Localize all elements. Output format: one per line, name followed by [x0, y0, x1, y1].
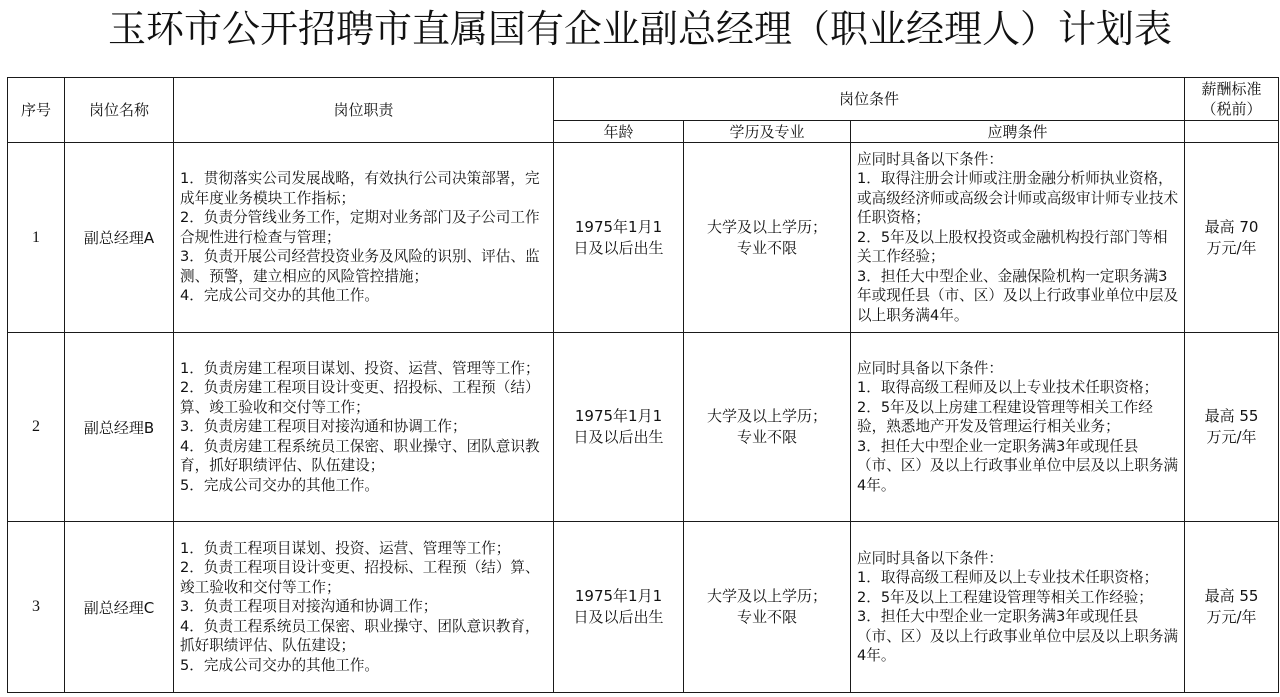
edu-line2: 专业不限: [736, 428, 797, 446]
header-conditions: 岗位条件: [554, 78, 1185, 121]
header-salary-blank: [1185, 121, 1279, 143]
header-seq: 序号: [8, 78, 65, 143]
header-position-name: 岗位名称: [65, 78, 174, 143]
row-salary: [1185, 522, 1279, 693]
req-item: 1．取得高级工程师及以上专业技术任职资格；: [857, 569, 1159, 586]
edu-line1: 大学及以上学历；: [706, 407, 827, 425]
row-age: [554, 143, 684, 333]
row-position: 副总经理A: [65, 143, 174, 333]
req-item: 3．担任大中型企业一定职务满3年或现任县（市、区）及以上行政事业单位中层及以上职务满4年。: [857, 437, 1179, 494]
salary-line1: 最高 70: [1204, 217, 1259, 236]
row-duties: [174, 522, 554, 693]
salary-line1: 最高 55: [1204, 587, 1259, 605]
salary-line2: 万元/年: [1206, 428, 1257, 446]
req-item: 2．5年及以上工程建设管理等相关工作经验；: [857, 588, 1153, 606]
duty-item: 5．完成公司交办的其他工作。: [180, 656, 380, 674]
duty-item: 4．负责工程系统员工保密、职业操守、团队意识教育，抓好职绩评估、队伍建设；: [180, 617, 540, 655]
row-position: 副总经理C: [65, 522, 174, 693]
age-line1: 1975年1月1: [574, 587, 663, 605]
salary-line2: 万元/年: [1206, 608, 1257, 626]
row-salary: [1185, 333, 1279, 522]
duty-item: 4．完成公司交办的其他工作。: [180, 287, 380, 305]
duty-item: 2．负责分管线业务工作，定期对业务部门及子公司工作合规性进行检查与管理；: [180, 209, 540, 246]
duty-item: 1．负责工程项目谋划、投资、运营、管理等工作；: [180, 539, 511, 557]
row-requirements: [851, 143, 1185, 333]
duty-item: 5．完成公司交办的其他工作。: [180, 476, 380, 494]
edu-line1: 大学及以上学历；: [706, 587, 827, 605]
table-row: [8, 143, 1279, 333]
header-age: 年龄: [554, 121, 684, 143]
req-item: 1．取得高级工程师及以上专业技术任职资格；: [857, 379, 1159, 397]
req-item: 应同时具备以下条件：: [857, 150, 1003, 168]
row-seq: 1: [8, 143, 65, 333]
duty-item: 3．负责工程项目对接沟通和协调工作；: [180, 598, 438, 616]
duty-item: 2．负责房建工程项目设计变更、招投标、工程预（结）算、竣工验收和交付等工作；: [180, 379, 540, 416]
header-education: 学历及专业: [684, 121, 851, 143]
duty-item: 1．负责房建工程项目谋划、投资、运营、管理等工作；: [180, 359, 540, 377]
page-title: 玉环市公开招聘市直属国有企业副总经理（职业经理人）计划表: [107, 7, 1172, 51]
table-row: [8, 522, 1279, 693]
header-salary: [1185, 78, 1279, 121]
age-line1: 1975年1月1: [574, 217, 663, 236]
req-item: 应同时具备以下条件：: [857, 359, 1003, 377]
row-position: 副总经理B: [65, 333, 174, 522]
header-salary-line2: （税前）: [1201, 100, 1262, 118]
row-requirements: [851, 333, 1185, 522]
header-row-1: [8, 78, 1279, 121]
duty-item: 1．贯彻落实公司发展战略，有效执行公司决策部署，完成年度业务模块工作指标；: [180, 170, 540, 207]
edu-line1: 大学及以上学历；: [706, 217, 827, 236]
salary-line2: 万元/年: [1206, 238, 1257, 257]
row-salary: [1185, 143, 1279, 333]
duty-item: 2．负责工程项目设计变更、招投标、工程预（结）算、竣工验收和交付等工作；: [180, 559, 540, 596]
req-item: 1．取得注册会计师或注册金融分析师执业资格，或高级经济师或高级会计师或高级审计师专业技术任职资格；: [857, 170, 1179, 227]
row-age: [554, 333, 684, 522]
req-item: 3．担任大中型企业、金融保险机构一定职务满3年或现任县（市、区）及以上行政事业单位中层及以上职务满4年。: [857, 267, 1179, 324]
row-education: [684, 522, 851, 693]
salary-line1: 最高 55: [1204, 407, 1259, 425]
req-item: 3．担任大中型企业一定职务满3年或现任县（市、区）及以上行政事业单位中层及以上职务满4年。: [857, 608, 1179, 664]
recruitment-plan-table: [7, 77, 1279, 693]
table-row: [8, 333, 1279, 522]
edu-line2: 专业不限: [736, 608, 797, 626]
row-seq: 2: [8, 333, 65, 522]
row-duties: [174, 143, 554, 333]
row-education: [684, 143, 851, 333]
header-requirements: 应聘条件: [851, 121, 1185, 143]
header-salary-line1: 薪酬标准: [1201, 80, 1262, 98]
age-line2: 日及以后出生: [573, 428, 664, 446]
age-line2: 日及以后出生: [573, 238, 664, 257]
req-item: 2．5年及以上股权投资或金融机构投行部门等相关工作经验；: [857, 228, 1168, 266]
req-item: 2．5年及以上房建工程建设管理等相关工作经验，熟悉地产开发及管理运行相关业务；: [857, 398, 1153, 436]
edu-line2: 专业不限: [736, 238, 797, 257]
row-requirements: [851, 522, 1185, 693]
header-duties: 岗位职责: [174, 78, 554, 143]
req-item: 应同时具备以下条件：: [857, 549, 1003, 567]
duty-item: 3．负责房建工程项目对接沟通和协调工作；: [180, 418, 467, 436]
row-age: [554, 522, 684, 693]
row-seq: 3: [8, 522, 65, 693]
duty-item: 4．负责房建工程系统员工保密、职业操守、团队意识教育，抓好职绩评估、队伍建设；: [180, 437, 540, 475]
row-education: [684, 333, 851, 522]
duty-item: 3．负责开展公司经营投资业务及风险的识别、评估、监测、预警，建立相应的风险管控措施；: [180, 248, 540, 285]
row-duties: [174, 333, 554, 522]
age-line2: 日及以后出生: [573, 608, 664, 626]
age-line1: 1975年1月1: [574, 407, 663, 425]
